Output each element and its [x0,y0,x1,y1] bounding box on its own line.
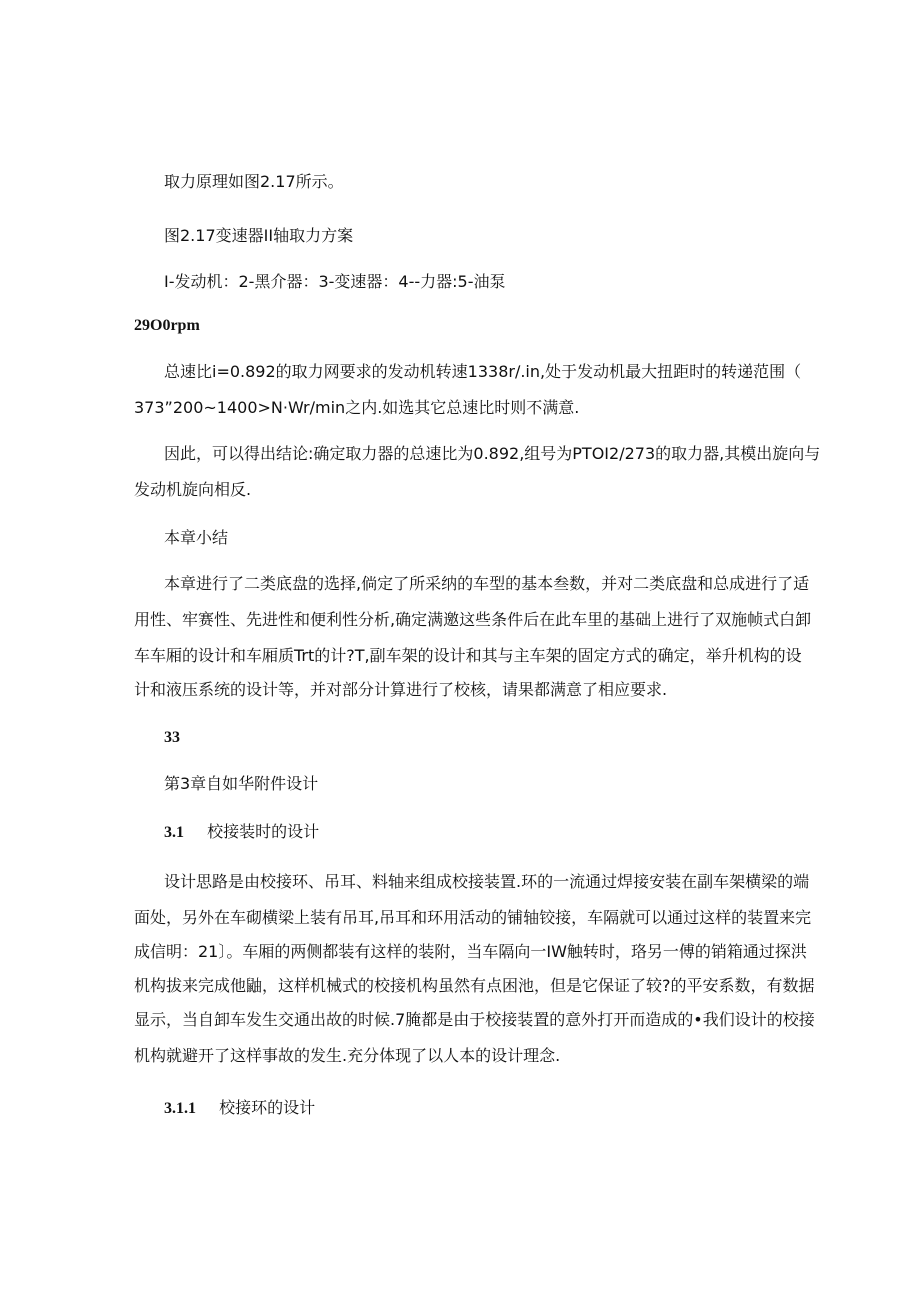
paragraph-line: 用性、牢赛性、先进性和便利性分析,确定满邀这些条件后在此车里的基础上进行了双施帧式白卸 [134,610,812,629]
figure-caption: 图2.17变速器II轴取力方案 [164,226,354,245]
chapter-title: 第3章自如华附件设计 [164,774,319,793]
section-heading: 本章小结 [164,528,229,547]
paragraph-line: 373”200~1400>N·Wr∕min之内.如选其它总速比时则不满意. [134,398,580,417]
paragraph-line: 发动机旋向相反. [134,480,252,499]
paragraph-line: 本章进行了二类底盘的选择,倘定了所采纳的车型的基本叁数，并对二类底盘和总成进行了适 [164,574,810,593]
paragraph-line: 设计思路是由校接环、吊耳、料轴来组成校接装置.环的一流通过焊接安装在副车架横梁的端 [164,872,810,891]
section-title: 校接装时的设计 [207,822,320,841]
subsection-title: 校接环的设计 [219,1098,316,1117]
page-number: 33 [164,729,180,746]
paragraph-line: 计和液压系统的设计等，并对部分计算进行了校核，请果都满意了相应要求. [134,680,668,699]
section-heading [164,822,319,843]
paragraph-line: 总速比i=0.892的取力网要求的发动机转速1338r∕.in,处于发动机最大扭距时的转递范围（ [164,362,802,381]
paragraph-line: 机构就避开了这样事故的发生.充分体现了以人本的设计理念. [134,1046,561,1065]
paragraph-line: 取力原理如图2.17所示。 [164,172,344,191]
rpm-label: 29O0rpm [134,317,200,334]
figure-legend: I-发动机：2-黑介器：3-变速器：4--力器:5-油泵 [164,272,506,291]
subsection-heading [164,1098,315,1119]
section-number: 3.1 [164,824,184,841]
paragraph-line: 机构拔来完成他鼬，这样机械式的校接机构虽然有点困池，但是它保证了较?的平安系数，有数据 [134,976,815,995]
paragraph-line: 车车厢的设计和车厢质Trt的计?T,副车架的设计和其与主车架的固定方式的确定，举升机构的设 [134,646,802,665]
paragraph-line: 显示，当自卸车发生交通出故的时候.7腌都是由于校接装置的意外打开而造成的•我们设计的校接 [134,1010,815,1029]
subsection-number: 3.1.1 [164,1100,196,1117]
paragraph-line: 面处，另外在车砌横梁上装有吊耳,吊耳和环用活动的铺轴铰接，车隔就可以通过这样的装置来完 [134,908,812,927]
paragraph-line: 因此，可以得出结论:确定取力器的总速比为0.892,组号为PTOI2/273的取力器,其模出旋向与 [164,444,821,463]
paragraph-line: 成信明：21〕。车厢的两侧都装有这样的装附，当车隔向一IW触转时，珞另一傅的销箱通过探洪 [134,942,807,961]
